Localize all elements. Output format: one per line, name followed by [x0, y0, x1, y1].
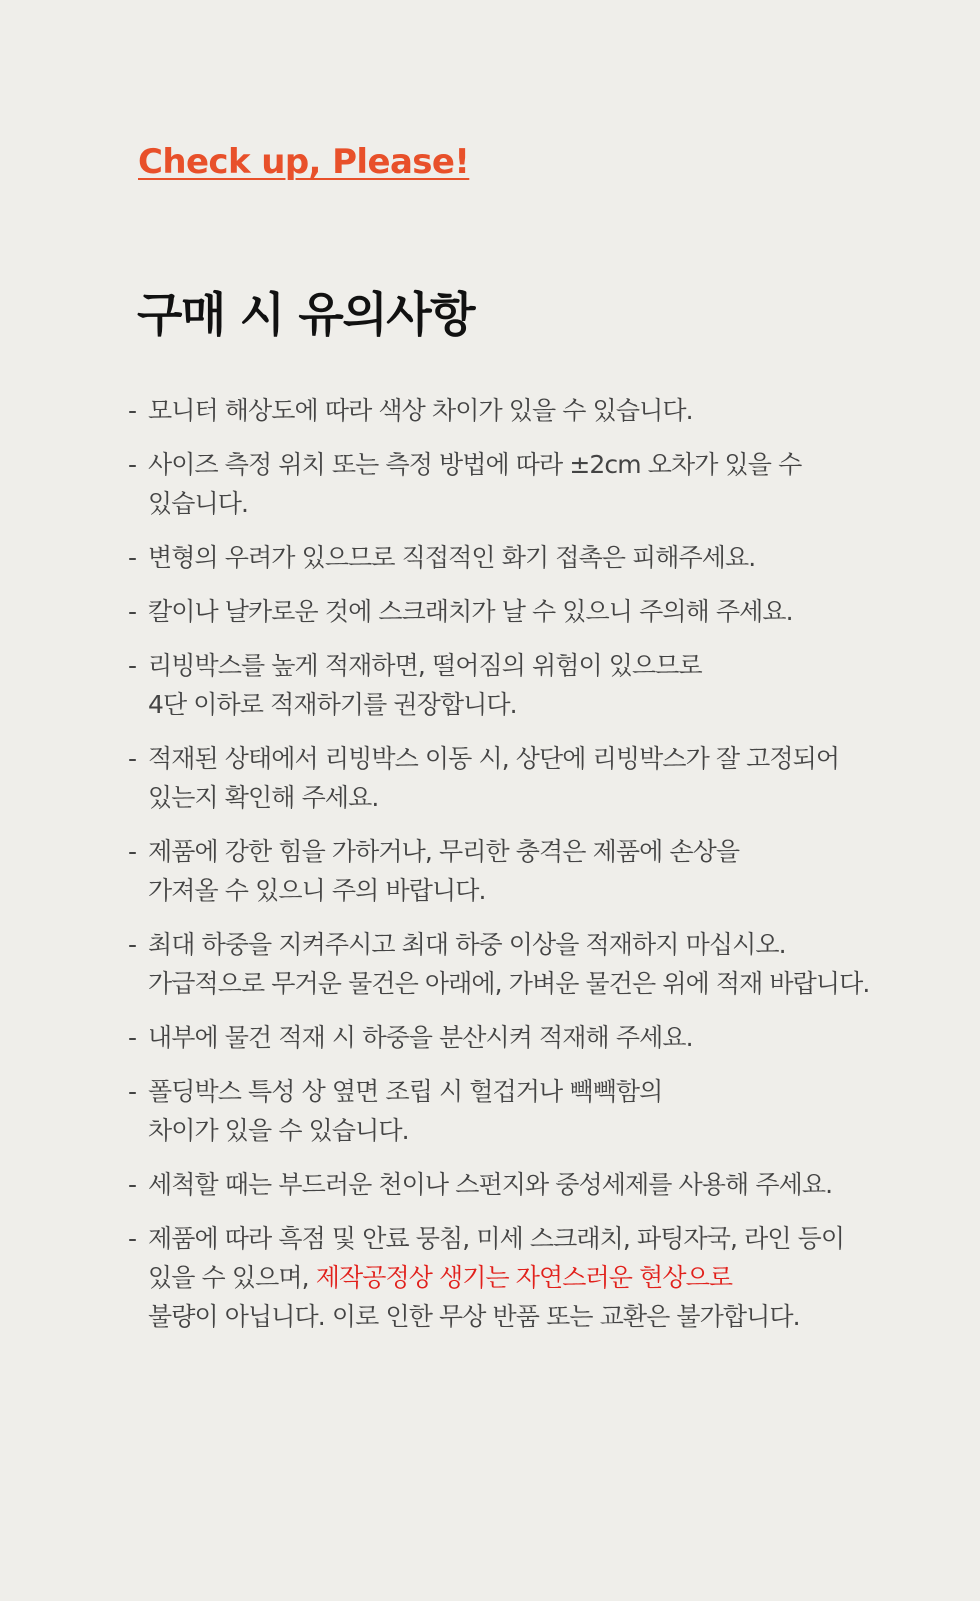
caution-item	[128, 925, 908, 1003]
caution-item	[128, 445, 908, 523]
caution-text	[148, 1072, 908, 1150]
caution-text	[148, 832, 908, 910]
caution-item	[128, 1219, 908, 1336]
caution-text	[148, 1018, 908, 1057]
list-dash: -	[128, 837, 137, 866]
caution-line-prefix: 있을 수 있으며,	[148, 1263, 316, 1292]
caution-line: 4단 이하로 적재하기를 권장합니다.	[148, 690, 517, 719]
caution-line: 가급적으로 무거운 물건은 아래에, 가벼운 물건은 위에 적재 바랍니다.	[148, 969, 870, 998]
caution-line: 사이즈 측정 위치 또는 측정 방법에 따라 ±2cm 오차가 있을 수	[148, 450, 802, 479]
caution-line: 적재된 상태에서 리빙박스 이동 시, 상단에 리빙박스가 잘 고정되어	[148, 744, 840, 773]
list-dash: -	[128, 1170, 137, 1199]
caution-item	[128, 1018, 908, 1057]
caution-line	[148, 1258, 908, 1297]
caution-line: 제품에 강한 힘을 가하거나, 무리한 충격은 제품에 손상을	[148, 837, 740, 866]
caution-text	[148, 646, 908, 724]
caution-item	[128, 538, 908, 577]
caution-list	[128, 391, 908, 1351]
list-dash: -	[128, 543, 137, 572]
caution-line: 있는지 확인해 주세요.	[148, 783, 379, 812]
list-dash: -	[128, 1023, 137, 1052]
caution-line: 있습니다.	[148, 489, 249, 518]
list-dash: -	[128, 744, 137, 773]
list-dash: -	[128, 651, 137, 680]
caution-line: 변형의 우려가 있으므로 직접적인 화기 접촉은 피해주세요.	[148, 543, 756, 572]
caution-line: 세척할 때는 부드러운 천이나 스펀지와 중성세제를 사용해 주세요.	[148, 1170, 833, 1199]
caution-line: 최대 하중을 지켜주시고 최대 하중 이상을 적재하지 마십시오.	[148, 930, 786, 959]
caution-line: 모니터 해상도에 따라 색상 차이가 있을 수 있습니다.	[148, 396, 693, 425]
caution-item	[128, 646, 908, 724]
caution-line: 차이가 있을 수 있습니다.	[148, 1116, 409, 1145]
caution-item	[128, 391, 908, 430]
caution-item	[128, 592, 908, 631]
list-dash: -	[128, 597, 137, 626]
caution-item	[128, 1072, 908, 1150]
caution-line: 리빙박스를 높게 적재하면, 떨어짐의 위험이 있으므로	[148, 651, 702, 680]
caution-line: 내부에 물건 적재 시 하중을 분산시켜 적재해 주세요.	[148, 1023, 693, 1052]
list-dash: -	[128, 930, 137, 959]
caution-line: 가져올 수 있으니 주의 바랍니다.	[148, 876, 486, 905]
caution-item	[128, 832, 908, 910]
caution-text	[148, 1165, 908, 1204]
caution-line: 칼이나 날카로운 것에 스크래치가 날 수 있으니 주의해 주세요.	[148, 597, 793, 626]
caution-line: 제품에 따라 흑점 및 안료 뭉침, 미세 스크래치, 파팅자국, 라인 등이	[148, 1224, 845, 1253]
caution-item	[128, 1165, 908, 1204]
page-title: 구매 시 유의사항	[137, 288, 475, 343]
caution-text	[148, 538, 908, 577]
list-dash: -	[128, 1077, 137, 1106]
caution-text	[148, 445, 908, 523]
check-up-eyebrow: Check up, Please!	[138, 142, 470, 182]
caution-item	[128, 739, 908, 817]
caution-line: 폴딩박스 특성 상 옆면 조립 시 헐겁거나 빽빽함의	[148, 1077, 663, 1106]
caution-text	[148, 391, 908, 430]
caution-text	[148, 739, 908, 817]
caution-text	[148, 592, 908, 631]
caution-line: 불량이 아닙니다. 이로 인한 무상 반품 또는 교환은 불가합니다.	[148, 1302, 800, 1331]
caution-text	[148, 925, 908, 1003]
list-dash: -	[128, 396, 137, 425]
list-dash: -	[128, 450, 137, 479]
highlighted-caution-text: 제작공정상 생기는 자연스러운 현상으로	[315, 1263, 733, 1292]
list-dash: -	[128, 1224, 137, 1253]
caution-text	[148, 1219, 908, 1336]
